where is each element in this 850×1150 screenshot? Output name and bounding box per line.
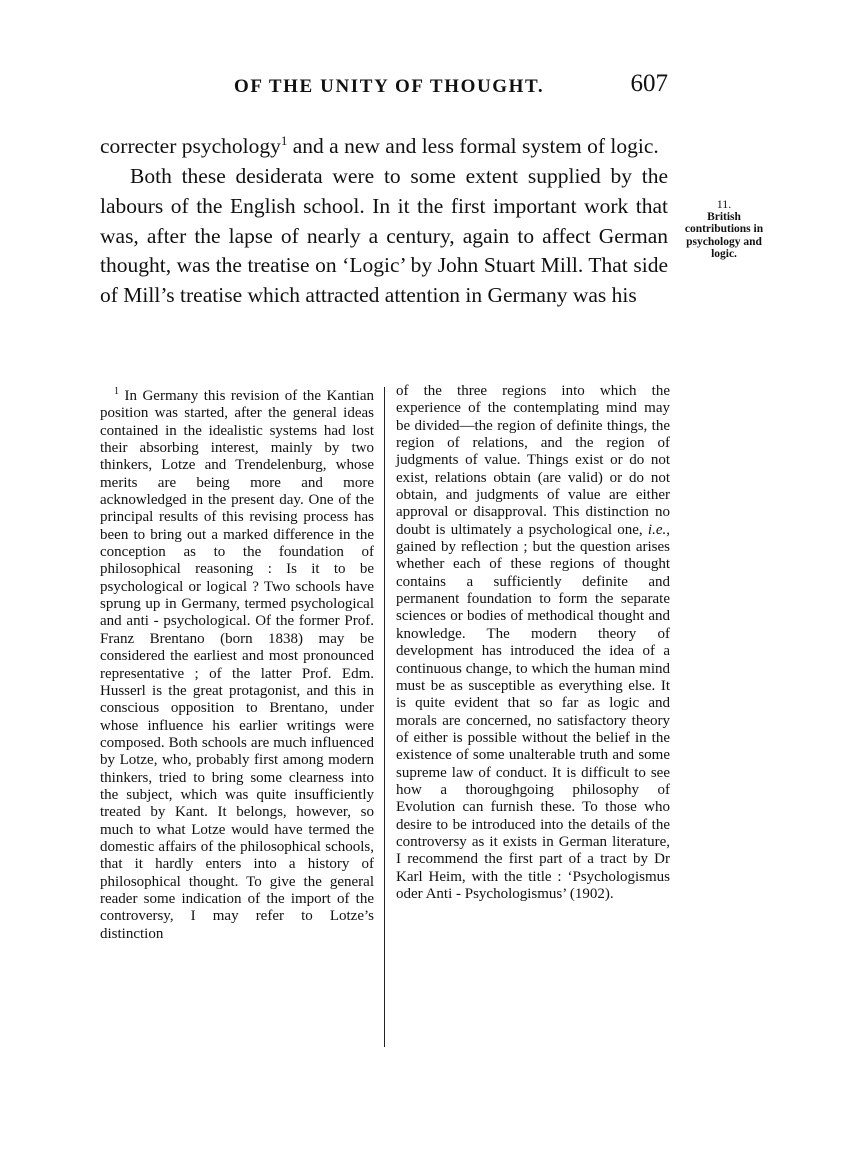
footnote-reference: 1 [280, 133, 288, 148]
footnote-text: In Germany this revision of the Kantian position was started, after the general ideas contained in the idealistic systems had lost their absorbing interest, mainly by two thinkers, Lotze and Trendelenburg, whose merits are being more and more acknowledged in the present day. One of the principal results of this revising process has been to bring out a marked difference in the conception as to the foundation of philosophical reasoning : Is it to be psychological or logical ? Two schools have sprung up in Germany, termed psychological and anti - psychological. Of the former Prof. Franz Brentano (born 1838) may be considered the earliest and most pronounced representative ; of the latter Prof. Edm. Husserl is the great protagonist, and this in conscious opposition to Brentano, under whose influence his earlier writings were composed. Both schools are much influenced by Lotze, who, probably first among modern thinkers, tried to bring some clearness into the subject, which was quite insufficiently treated by Kant. It belongs, however, so much to what Lotze would have termed the domestic affairs of the philosophical schools, that it hardly enters into a history of philosophical thought. To give the general reader some indication of the import of the controversy, I may refer to Lotze’s distinction [100, 388, 374, 942]
footnote-paragraph [100, 383, 374, 943]
footnote-left-column [100, 383, 374, 943]
footnote-block [100, 383, 668, 1063]
paragraph-text: correcter psychology [100, 134, 281, 159]
footnote-text: , gained by reflection ; but the question arises whether each of these regions of thought contains a sufficiently definite and permanent foundation to form the separate sciences or bodies of methodical thought and knowledge. The modern theory of development has introduced the idea of a continuous change, to which the human mind must be as susceptible as everything else. It is quite evident that so far as logic and morals are concerned, no satisfactory theory of either is possible without the belief in the existence of some unalterable truth and some supreme law of conduct. It is difficult to see how a thoroughgoing philosophy of Evolution can furnish these. To those who desire to be introduced into the details of the controversy as it exists in German literature, I recommend the first part of a tract by Dr Karl Heim, with the title : ‘Psychologismus oder Anti - Psychologismus’ (1902). [396, 521, 670, 902]
footnote-text: of the three regions into which the experience of the contemplating mind may be divided—the region of definite things, the region of relations, and the region of judgments of value. Things exist or do not exist, relations obtain (are valid) or do not obtain, and judgments of value are either approval or disapproval. This distinction no doubt is ultimately a psychological one, [396, 383, 670, 538]
margin-note [676, 198, 772, 261]
margin-note-number: 11. [716, 197, 732, 211]
footnote-marker: 1 [114, 386, 119, 397]
running-head: OF THE UNITY OF THOUGHT. [234, 76, 545, 97]
margin-note-text: British contributions in psychology and logic. [684, 210, 764, 260]
column-divider [384, 387, 385, 1047]
footnote-abbreviation: i.e. [647, 521, 667, 538]
paragraph-british-school: Both these desiderata were to some extent supplied by the labours of the English school. In it the first important work that was, after the lapse of nearly a century, again to affect German thought, was the treatise on ‘Logic’ by John Stuart Mill. That side of Mill’s treatise which attracted attention in Germany was his [100, 163, 668, 308]
footnote-paragraph-continued [396, 383, 670, 903]
paragraph-continued [100, 126, 668, 162]
page-header [100, 68, 668, 104]
footnote-right-column [396, 383, 670, 903]
paragraph-text: and a new and less formal system of logic. [287, 134, 659, 159]
main-body-text [100, 126, 668, 311]
page-number: 607 [630, 70, 668, 97]
